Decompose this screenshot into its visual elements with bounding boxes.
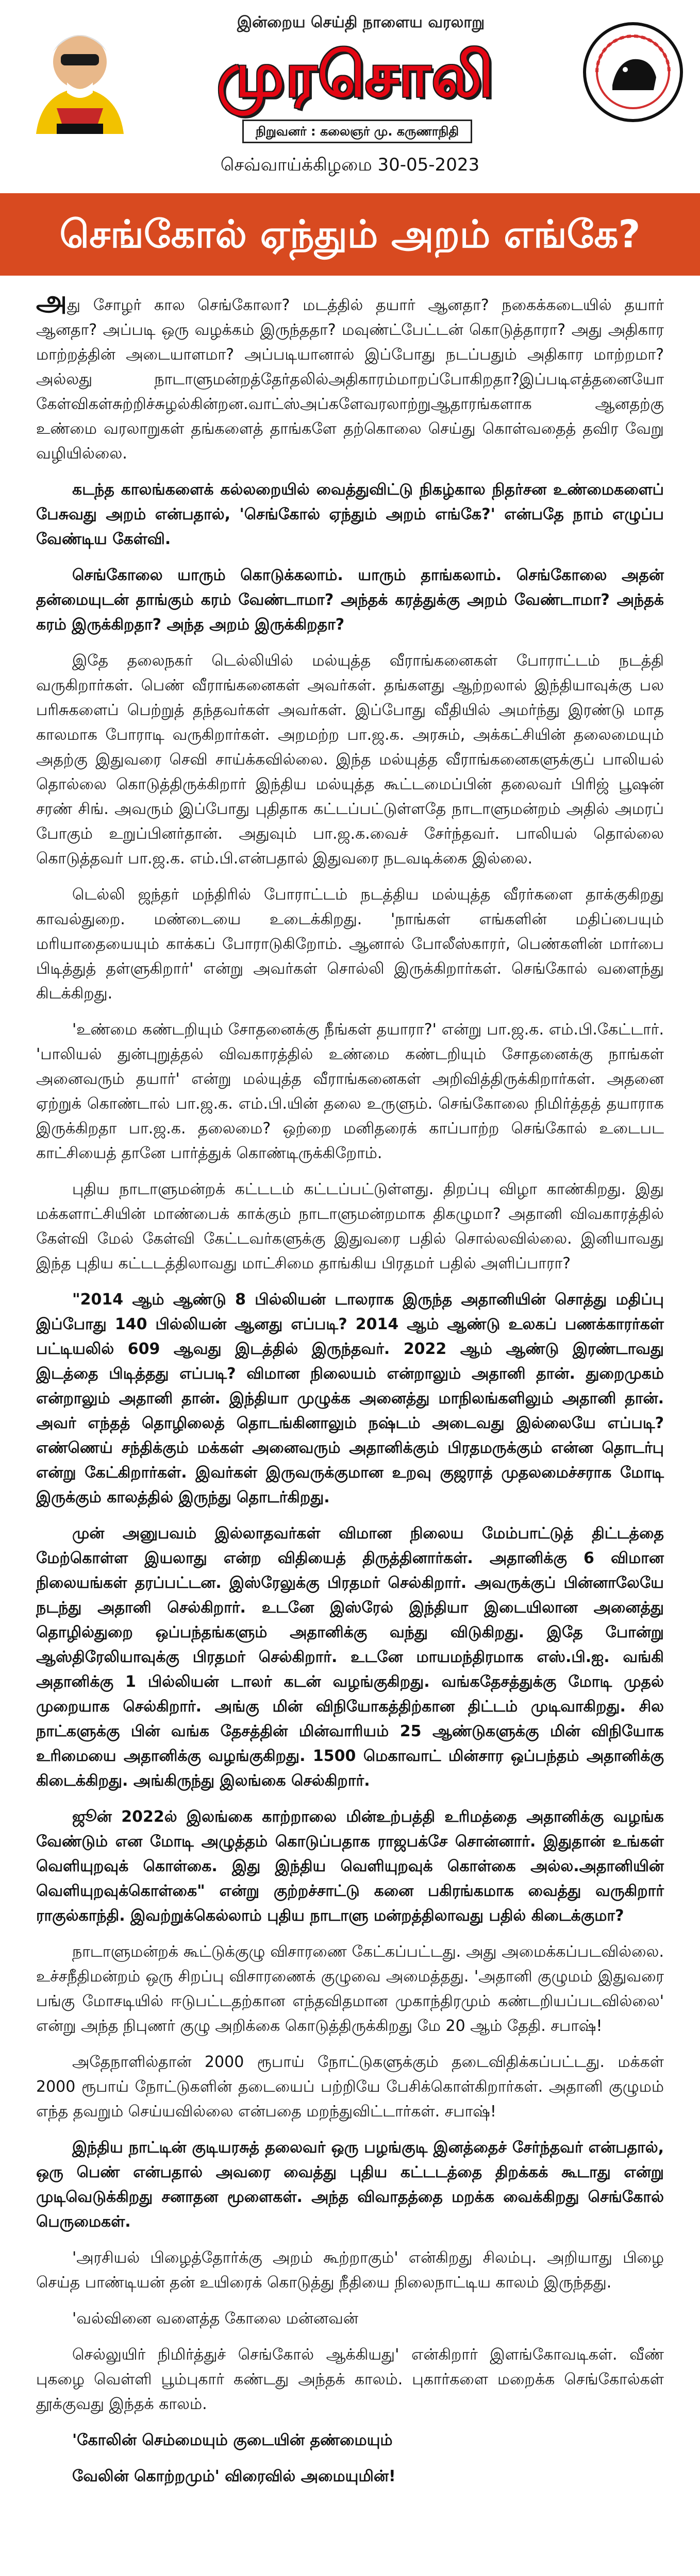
paragraph-text: நாடாளுமன்றக் கூட்டுக்குழு விசாரணை கேட்கப்பட்டது. அது அமைக்கப்படவில்லை. உச்சநீதிமன்றம் ஒரு சிறப்பு விசாரணைக் குழுவை அமைத்தது. 'அதானி குழுமம் இதுவரை பங்கு மோசடியில் ஈடுபட்டதற்கான எந்தவிதமான முகாந்திரமும் கண்டறியப்படவில்லை' என்று அந்த நிபுணர் குழு அறிக்கை கொடுத்திருக்கிறது மே 20 ஆம் தேதி. சபாஷ்! (36, 1943, 664, 2035)
issue-date: செவ்வாய்க்கிழமை 30-05-2023 (220, 155, 480, 175)
article-paragraph (36, 1018, 664, 1166)
paragraph-text: அதேநாளில்தான் 2000 ரூபாய் நோட்டுகளுக்கும் தடைவிதிக்கப்பட்டது. மக்கள் 2000 ரூபாய் நோட்டுகளின் தடையைப் பற்றியே பேசிக்கொள்கிறார்கள். அதானி குழுமம் எந்த தவறும் செய்யவில்லை என்பதை மறந்துவிட்டார்கள். சபாஷ்! (36, 2053, 664, 2121)
article-paragraph (36, 1940, 664, 2039)
paragraph-text: 'வல்வினை வளைத்த கோலை மன்னவன் (72, 2310, 358, 2328)
article-paragraph (36, 1805, 664, 1928)
founder-credit: நிறுவனர் : கலைஞர் மு. கருணாநிதி (242, 120, 472, 143)
newspaper-brand-logo: முரசொலி (216, 39, 495, 110)
party-seal-icon (581, 21, 685, 124)
paragraph-text: செல்லுயிர் நிமிர்த்துச் செங்கோல் ஆக்கியது' என்கிறார் இளங்கோவடிகள். வீண் புகழை வெள்ளி பூம்புகார் கண்டது அந்தக் காலம். புகார்களை மறைக்க செங்கோல்கள் தூக்குவது இந்தக் காலம். (36, 2346, 664, 2413)
article-paragraph (36, 1287, 664, 1510)
paragraph-text: "2014 ஆம் ஆண்டு 8 பில்லியன் டாலராக இருந்த அதானியின் சொத்து மதிப்பு இப்போது 140 பில்லியன் ஆனது எப்படி? 2014 ஆம் ஆண்டு உலகப் பணக்காரர்கள் பட்டியலில் 609 ஆவது இடத்தில் இருந்தவர். 2022 ஆம் ஆண்டு இரண்டாவது இடத்தை பிடித்தது எப்படி? விமான நிலையம் என்றாலும் அதானி தான். துறைமுகம் என்றாலும் அதானி தான். இந்தியா முழுக்க அனைத்து மாநிலங்களிலும் அதானி தான். அவர் எந்தத் தொழிலைத் தொடங்கினாலும் நஷ்டம் அடைவது இல்லையே எப்படி? எண்ணெய் சந்திக்கும் மக்கள் அனைவரும் அதானிக்கும் பிரதமருக்கும் என்ன தொடர்பு என்று கேட்கிறார்கள். இவர்கள் இருவருக்குமான உறவு குஜராத் முதலமைச்சராக மோடி இருக்கும் காலத்தில் இருந்து தொடர்கிறது. (36, 1291, 664, 1506)
paragraph-text: இந்திய நாட்டின் குடியரசுத் தலைவர் ஒரு பழங்குடி இனத்தைச் சேர்ந்தவர் என்பதால், ஒரு பெண் என்பதால் அவரை வைத்து புதிய கட்டடத்தை திறக்கக் கூடாது என்று முடிவெடுக்கிறது சனாதன மூளைகள். அந்த விவாதத்தை மறக்க வைக்கிறது செங்கோல் பெருமைகள். (36, 2139, 664, 2231)
paragraph-text: செங்கோலை யாரும் கொடுக்கலாம். யாரும் தாங்கலாம். செங்கோலை அதன் தன்மையுடன் தாங்கும் கரம் வேண்டாமா? அந்தக் கரத்துக்கு அறம் வேண்டாமா? அந்தக் கரம் இருக்கிறதா? அந்த அறம் இருக்கிறதா? (36, 566, 664, 634)
article-paragraph (36, 883, 664, 1006)
paragraph-text: புதிய நாடாளுமன்றக் கட்டடம் கட்டப்பட்டுள்ளது. திறப்பு விழா காண்கிறது. இது மக்களாட்சியின் மாண்பைக் காக்கும் நாடாளுமன்றமாக திகழுமா? அதானி விவகாரத்தில் கேள்வி மேல் கேள்வி கேட்டவர்களுக்கு இதுவரை பதில் சொல்லவில்லை. இனியாவது இந்த புதிய கட்டடத்திலாவது மாட்சிமை தாங்கிய பிரதமர் பதில் அளிப்பாரா? (36, 1180, 664, 1273)
article-paragraph (36, 2307, 664, 2331)
article-paragraph (36, 2246, 664, 2295)
founder-portrait-icon (21, 5, 139, 149)
paragraph-text: இதே தலைநகர் டெல்லியில் மல்யுத்த வீராங்கனைகள் போராட்டம் நடத்தி வருகிறார்கள். பெண் வீராங்கனைகள் அவர்கள். தங்களது ஆற்றலால் இந்தியாவுக்கு பல பரிசுகளைப் பெற்றுத் தந்தவர்கள் அவர்கள். இப்போது வீதியில் அமர்ந்து இரண்டு மாத காலமாக போராடி வருகிறார்கள். அறமற்ற பா.ஜ.க. அரசும், அக்கட்சியின் தலைமையும் அதற்கு இதுவரை செவி சாய்க்கவில்லை. இந்த மல்யுத்த வீராங்கனைகளுக்குப் பாலியல் தொல்லை கொடுத்திருக்கிறார் இந்திய மல்யுத்த கூட்டமைப்பின் தலைவர் பிரிஜ் பூஷன் சரண் சிங். அவரும் இப்போது புதிதாக கட்டப்பட்டுள்ளதே நாடாளுமன்றம் அதில் அமரப் போகும் உறுப்பினர்தான். அதுவும் பா.ஜ.க.வைச் சேர்ந்தவர். பாலியல் தொல்லை கொடுத்தவர் பா.ஜ.க. எம்.பி.என்பதால் இதுவரை நடவடிக்கை இல்லை. (36, 652, 664, 868)
paragraph-text: வேலின் கொற்றமும்' விரைவில் அமையுமின்! (72, 2467, 396, 2485)
article-paragraph (36, 284, 664, 466)
headline-banner (0, 193, 700, 276)
article-paragraph (36, 2428, 664, 2453)
paragraph-text: 'அரசியல் பிழைத்தோர்க்கு அறம் கூற்றாகும்' என்கிறது சிலம்பு. அறியாது பிழை செய்த பாண்டியன் தன் உயிரைக் கொடுத்து நீதியை நிலைநாட்டிய காலம் இருந்தது. (36, 2249, 664, 2292)
paragraph-text: 'உண்மை கண்டறியும் சோதனைக்கு நீங்கள் தயாரா?' என்று பா.ஜ.க. எம்.பி.கேட்டார். 'பாலியல் துன்புறுத்தல் விவகாரத்தில் உண்மை கண்டறியும் சோதனைக்கு நாங்கள் அனைவரும் தயார்' என்று மல்யுத்த வீராங்கனைகள் அறிவித்திருக்கிறார்கள். அதனை ஏற்றுக் கொண்டால் பா.ஜ.க. எம்.பி.யின் தலை உருளும். செங்கோலை நிமிர்த்தத் தயாராக இருக்கிறதா பா.ஜ.க. தலைமை? ஒற்றை மனிதரைக் காப்பாற்ற செங்கோல் உடைபட காட்சியைத் தானே பார்த்துக் கொண்டிருக்கிறோம். (36, 1021, 664, 1162)
paragraph-text: முன் அனுபவம் இல்லாதவர்கள் விமான நிலைய மேம்பாட்டுத் திட்டத்தை மேற்கொள்ள இயலாது என்ற விதியைத் திருத்தினார்கள். அதானிக்கு 6 விமான நிலையங்கள் தரப்பட்டன. இஸ்ரேலுக்கு பிரதமர் செல்கிறார். அவருக்குப் பின்னாலேயே நடந்து அதானி செல்கிறார். உடனே இஸ்ரேல் இந்தியா இடையிலான அனைத்து தொழில்துறை ஒப்பந்தங்களும் அதானிக்கு வந்து விடுகிறது. இதே போன்று ஆஸ்திரேலியாவுக்கு பிரதமர் செல்கிறார். உடனே மாயமந்திரமாக எஸ்.பி.ஐ. வங்கி அதானிக்கு 1 பில்லியன் டாலர் கடன் வழங்குகிறது. வங்கதேசத்துக்கு மோடி முதல் முறையாக செல்கிறார். அங்கு மின் விநியோகத்திற்கான திட்டம் முடிவாகிறது. சில நாட்களுக்கு பின் வங்க தேசத்தின் மின்வாரியம் 25 ஆண்டுகளுக்கு மின் விநியோக உரிமையை அதானிக்கு வழங்குகிறது. 1500 மெகாவாட் மின்சார ஒப்பந்தம் அதானிக்கு கிடைக்கிறது. அங்கிருந்து இலங்கை செல்கிறார். (36, 1524, 664, 1790)
article-paragraph (36, 1177, 664, 1276)
article-paragraph (36, 2050, 664, 2124)
masthead-tagline: இன்றைய செய்தி நாளைய வரலாறு (237, 13, 485, 31)
paragraph-text: ஜூன் 2022ல் இலங்கை காற்றாலை மின்உற்பத்தி உரிமத்தை அதானிக்கு வழங்க வேண்டும் என மோடி அழுத்தம் கொடுப்பதாக ராஜபக்சே சொன்னார். இதுதான் உங்கள் வெளியுறவுக் கொள்கை. இது இந்திய வெளியுறவுக் கொள்கை அல்ல.அதானியின் வெளியுறவுக்கொள்கை" என்று குற்றச்சாட்டு கனை பகிரங்கமாக வைத்து வருகிறார் ராகுல்காந்தி. இவற்றுக்கெல்லாம் புதிய நாடாளு மன்றத்திலாவது பதில் கிடைக்குமா? (36, 1808, 664, 1925)
article-paragraph (36, 2464, 664, 2489)
article-paragraph (36, 649, 664, 871)
editorial-article (36, 284, 664, 2500)
headline-title: செங்கோல் ஏந்தும் அறம் எங்கே? (59, 212, 641, 257)
dropcap-letter: அ (36, 284, 68, 317)
paragraph-text: டெல்லி ஜந்தர் மந்திரில் போராட்டம் நடத்திய மல்யுத்த வீரர்களை தாக்குகிறது காவல்துறை. மண்டையை உடைக்கிறது. 'நாங்கள் எங்களின் மதிப்பையும் மரியாதையையும் காக்கப் போராடுகிறோம். ஆனால் போலீஸ்காரர், பெண்களின் மார்பை பிடித்துத் தள்ளுகிறார்' என்று அவர்கள் சொல்லி இருக்கிறார்கள். செங்கோல் வளைந்து கிடக்கிறது. (36, 886, 664, 1003)
masthead (0, 0, 700, 257)
article-paragraph (36, 1521, 664, 1793)
article-paragraph (36, 563, 664, 637)
article-paragraph (36, 2343, 664, 2417)
article-paragraph (36, 2136, 664, 2234)
article-paragraph (36, 478, 664, 552)
paragraph-text: கடந்த காலங்களைக் கல்லறையில் வைத்துவிட்டு நிகழ்கால நிதர்சன உண்மைகளைப் பேசுவது அறம் என்பதால், 'செங்கோல் ஏந்தும் அறம் எங்கே?' என்பதே நாம் எழுப்ப வேண்டிய கேள்வி. (36, 481, 664, 548)
paragraph-text: து சோழர் கால செங்கோலா? மடத்தில் தயார் ஆனதா? நகைக்கடையில் தயார் ஆனதா? அப்படி ஒரு வழக்கம் இருந்ததா? மவுண்ட்பேட்டன் கொடுத்தாரா? அது அதிகார மாற்றத்தின் அடையாளமா? அப்படியானால் இப்போது நடப்பதும் அதிகார மாற்றமா? அல்லது நாடாளுமன்றத்தேர்தலில்அதிகாரம்மாறப்போகிறதா?இப்படிஎத்தனையோ கேள்விகள்சுற்றிச்சுழல்கின்றன.வாட்ஸ்அப்களேவரலாற்றுஆதாரங்களாக ஆனதற்கு உண்மை வரலாறுகள் தங்களைத் தாங்களே தற்கொலை செய்து கொள்வதைத் தவிர வேறு வழியில்லை. (36, 296, 664, 463)
paragraph-text: 'கோலின் செம்மையும் குடையின் தண்மையும் (72, 2431, 393, 2449)
